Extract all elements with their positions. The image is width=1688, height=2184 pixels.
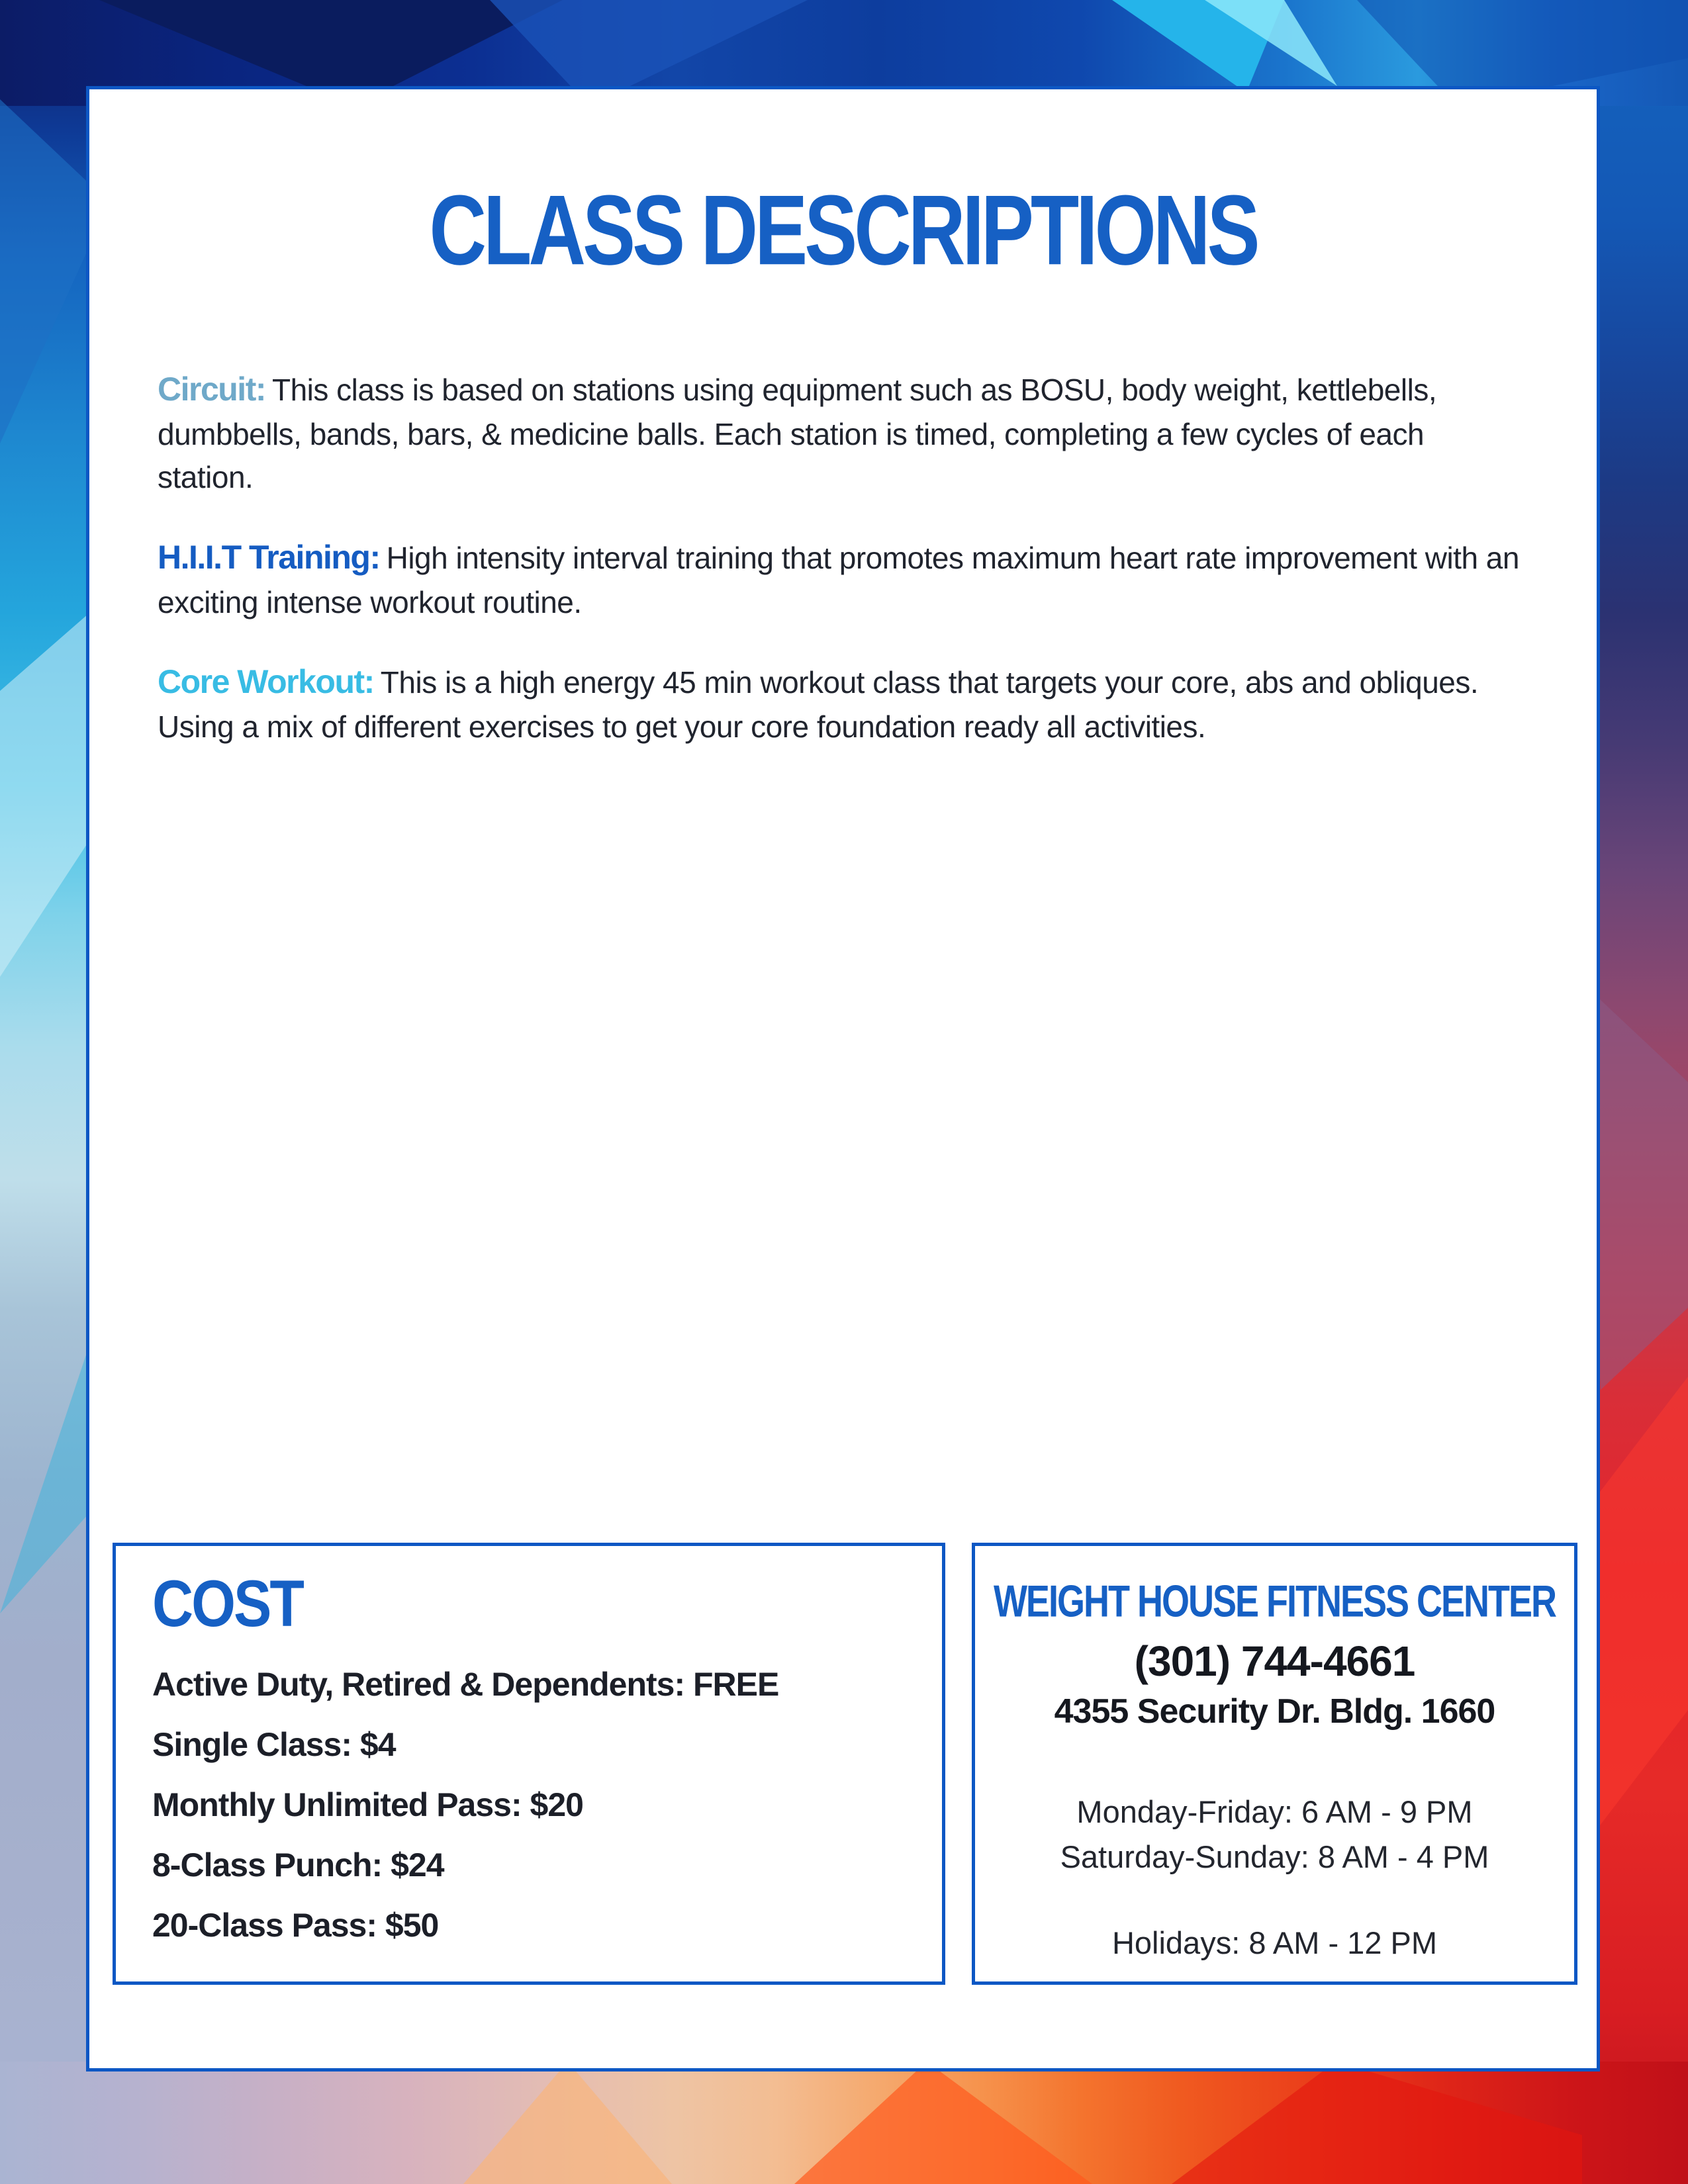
facility-name: WEIGHT HOUSE FITNESS CENTER (993, 1576, 1556, 1627)
class-description-text: High intensity interval training that promotes maximum heart rate improvement with an exciting intense workout routine. (158, 540, 1519, 619)
class-description-text: This is a high energy 45 min workout class that targets your core, abs and obliques. Using a mix of different exercises to get your core foundation ready all activities. (158, 664, 1479, 744)
class-description-hiit (158, 534, 1524, 624)
cost-item: Single Class: $4 (152, 1726, 396, 1763)
page-title: CLASS DESCRIPTIONS (429, 175, 1257, 286)
class-name-label-hiit: H.I.I.T Training: (158, 538, 380, 576)
cost-item: 20-Class Pass: $50 (152, 1907, 439, 1944)
facility-hours (988, 1790, 1561, 1880)
class-description-text: This class is based on stations using equipment such as BOSU, body weight, kettlebells, dumbbells, bands, bars, & medicine balls. Each station is timed, completing a few cycles of each station. (158, 373, 1437, 495)
hours-holidays: Holidays: 8 AM - 12 PM (1111, 1925, 1438, 1961)
facility-address: 4355 Security Dr. Bldg. 1660 (1054, 1692, 1495, 1731)
class-name-label-circuit: Circuit: (158, 371, 265, 408)
class-name-label-core-workout: Core Workout: (158, 662, 374, 700)
hours-weekday: Monday-Friday: 6 AM - 9 PM (1076, 1794, 1473, 1829)
content-panel (86, 86, 1600, 2071)
cost-item: Active Duty, Retired & Dependents: FREE (152, 1666, 779, 1703)
class-description-circuit (158, 366, 1524, 500)
cost-heading: COST (152, 1567, 303, 1641)
cost-item: Monthly Unlimited Pass: $20 (152, 1786, 583, 1823)
hours-weekend: Saturday-Sunday: 8 AM - 4 PM (1060, 1839, 1489, 1875)
class-description-core-workout (158, 659, 1524, 749)
facility-phone: (301) 744-4661 (1134, 1637, 1415, 1685)
cost-box (113, 1543, 945, 1985)
cost-item: 8-Class Punch: $24 (152, 1846, 444, 1884)
class-descriptions-section (89, 260, 1597, 749)
facility-info-box (972, 1543, 1577, 1985)
